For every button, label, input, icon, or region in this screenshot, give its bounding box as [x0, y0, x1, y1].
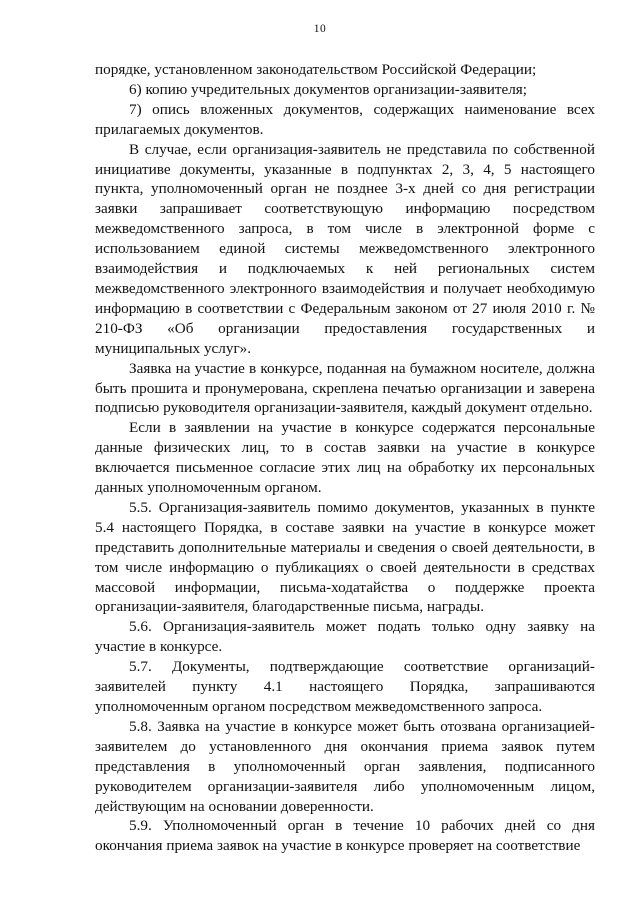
- clause-5-5: 5.5. Организация-заявитель помимо документов, указанных в пункте 5.4 настоящего Порядка, в составе заявки на участие в конкурсе может представить дополнительные материалы и сведения о своей деятельности, в том числе информацию о публикациях о своей деятельности в средствах массовой информации, письма-ходатайства о поддержке проекта организации-заявителя, благодарственные письма, награды.: [95, 498, 595, 616]
- clause-5-9: 5.9. Уполномоченный орган в течение 10 рабочих дней со дня окончания приема заявок на участие в конкурсе проверяет на соответствие: [95, 817, 595, 855]
- list-item-6: 6) копию учредительных документов организации-заявителя;: [129, 80, 528, 98]
- document-body: [95, 60, 595, 856]
- page-number: 10: [313, 23, 327, 35]
- list-item-7: 7) опись вложенных документов, содержащих наименование всех прилагаемых документов.: [95, 100, 595, 138]
- clause-5-6: 5.6. Организация-заявитель может подать только одну заявку на участие в конкурсе.: [95, 618, 595, 656]
- clause-5-7: 5.7. Документы, подтверждающие соответствие организаций-заявителей пункту 4.1 настоящего Порядка, запрашиваются уполномоченным органом посредством межведомственного запроса.: [95, 658, 595, 715]
- paragraph-continuation: порядке, установленном законодательством Российской Федерации;: [95, 61, 537, 78]
- paragraph-missing-documents: В случае, если организация-заявитель не представила по собственной инициативе документы, указанные в подпунктах 2, 3, 4, 5 настоящего пункта, уполномоченный орган не позднее 3-х дней со дня регистрации заявки запрашивает соответствующую информацию посредством межведомственного запроса, в том числе в электронной форме с использованием единой системы межведомственного электронного взаимодействия и подключаемых к ней региональных систем межведомственного электронного взаимодействия и получает необходимую информацию в соответствии с Федеральным законом от 27 июля 2010 г. № 210-ФЗ «Об организации предоставления государственных и муниципальных услуг».: [95, 140, 595, 357]
- paragraph-paper-application: Заявка на участие в конкурсе, поданная на бумажном носителе, должна быть прошита и пронумерована, скреплена печатью организации и заверена подписью руководителя организации-заявителя, каждый документ отдельно.: [95, 359, 595, 417]
- clause-5-8: 5.8. Заявка на участие в конкурсе может быть отозвана организацией-заявителем до установленного дня окончания приема заявок путем представления в уполномоченный орган заявления, подписанного руководителем организации-заявителя либо уполномоченным лицом, действующим на основании доверенности.: [95, 717, 595, 815]
- paragraph-personal-data: Если в заявлении на участие в конкурсе содержатся персональные данные физических лиц, то в состав заявки на участие в конкурсе включается письменное согласие этих лиц на обработку их персональных данных уполномоченным органом.: [95, 419, 595, 497]
